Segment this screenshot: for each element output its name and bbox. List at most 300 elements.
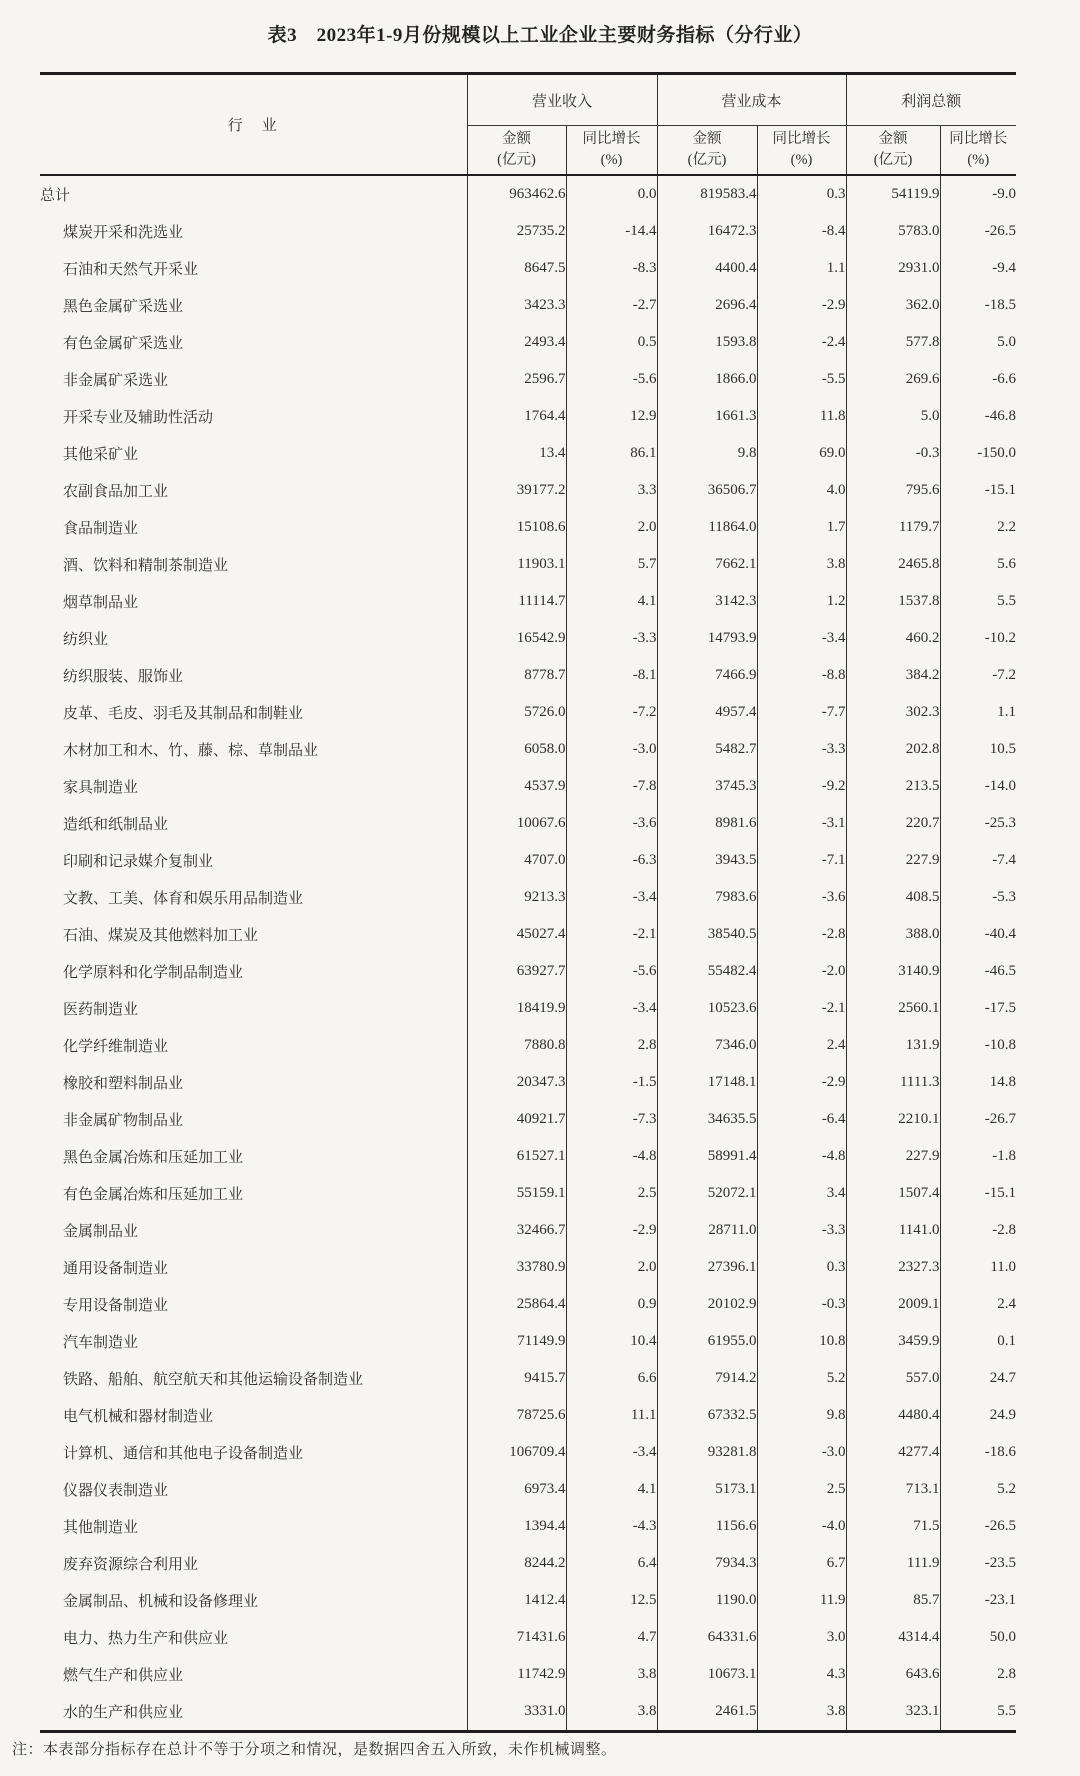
table-row <box>40 879 1016 916</box>
revenue-growth-cell: 5.7 <box>566 546 657 583</box>
profit-growth-cell: 14.8 <box>940 1064 1016 1101</box>
cost-amount-cell: 7662.1 <box>657 546 757 583</box>
revenue-amount-cell: 13.4 <box>467 435 566 472</box>
cost-growth-cell: -0.3 <box>757 1286 846 1323</box>
revenue-growth-cell: -1.5 <box>566 1064 657 1101</box>
table-row <box>40 1101 1016 1138</box>
table-row <box>40 213 1016 250</box>
industry-cell: 橡胶和塑料制品业 <box>63 1076 184 1092</box>
profit-amount-cell: 795.6 <box>846 472 940 509</box>
cost-growth-cell: -8.8 <box>757 657 846 694</box>
profit-growth-cell: 24.7 <box>940 1360 1016 1397</box>
cost-growth-cell: -3.3 <box>757 1212 846 1249</box>
revenue-amount-cell: 25735.2 <box>467 213 566 250</box>
cost-growth-cell: -2.8 <box>757 916 846 953</box>
table-row <box>40 1397 1016 1434</box>
profit-growth-cell: -7.2 <box>940 657 1016 694</box>
revenue-growth-cell: 12.9 <box>566 398 657 435</box>
revenue-amount-cell: 1764.4 <box>467 398 566 435</box>
revenue-amount-cell: 2493.4 <box>467 324 566 361</box>
revenue-amount-cell: 1412.4 <box>467 1582 566 1619</box>
group-header-row <box>40 74 1016 126</box>
profit-growth-cell: 2.2 <box>940 509 1016 546</box>
industry-cell: 金属制品业 <box>63 1224 139 1240</box>
profit-growth-cell: -9.4 <box>940 250 1016 287</box>
profit-amount-cell: 408.5 <box>846 879 940 916</box>
table-body <box>40 175 1016 1732</box>
profit-amount-cell: 557.0 <box>846 1360 940 1397</box>
cost-amount-cell: 9.8 <box>657 435 757 472</box>
profit-growth-cell: 2.8 <box>940 1656 1016 1693</box>
cost-growth-cell: 11.9 <box>757 1582 846 1619</box>
cost-amount-cell: 34635.5 <box>657 1101 757 1138</box>
cost-amount-cell: 20102.9 <box>657 1286 757 1323</box>
revenue-growth-cell: -5.6 <box>566 361 657 398</box>
cost-growth-cell: -3.6 <box>757 879 846 916</box>
industry-cell: 纺织业 <box>63 632 109 648</box>
cost-amount-cell: 2461.5 <box>657 1693 757 1732</box>
profit-growth-cell: -10.8 <box>940 1027 1016 1064</box>
cost-amount-cell: 3943.5 <box>657 842 757 879</box>
table-row <box>40 1693 1016 1732</box>
cost-growth-cell: -2.9 <box>757 1064 846 1101</box>
cost-growth-cell: -4.0 <box>757 1508 846 1545</box>
cost-growth-cell: -4.8 <box>757 1138 846 1175</box>
subheader-label-line1: 同比增长 <box>582 131 641 147</box>
cost-amount-cell: 5173.1 <box>657 1471 757 1508</box>
cost-amount-cell: 61955.0 <box>657 1323 757 1360</box>
profit-growth-cell: -2.8 <box>940 1212 1016 1249</box>
industry-cell: 文教、工美、体育和娱乐用品制造业 <box>63 891 304 907</box>
industry-cell: 化学纤维制造业 <box>63 1039 169 1055</box>
industry-cell: 化学原料和化学制品制造业 <box>63 965 244 981</box>
profit-growth-cell: -26.5 <box>940 213 1016 250</box>
revenue-amount-cell: 8778.7 <box>467 657 566 694</box>
cost-amount-cell: 58991.4 <box>657 1138 757 1175</box>
profit-amount-cell: 1537.8 <box>846 583 940 620</box>
cost-growth-cell: 3.8 <box>757 1693 846 1732</box>
cost-growth-cell: 0.3 <box>757 175 846 213</box>
profit-amount-cell: 2560.1 <box>846 990 940 1027</box>
revenue-growth-cell: -2.1 <box>566 916 657 953</box>
profit-growth-cell: 5.5 <box>940 583 1016 620</box>
cost-amount-cell: 10673.1 <box>657 1656 757 1693</box>
subheader-label-line1: 同比增长 <box>772 131 831 147</box>
revenue-amount-cell: 6973.4 <box>467 1471 566 1508</box>
cost-growth-cell: 1.1 <box>757 250 846 287</box>
page-title: 表3 2023年1-9月份规模以上工业企业主要财务指标（分行业） <box>267 25 813 46</box>
revenue-amount-cell: 11114.7 <box>467 583 566 620</box>
subheader-label-line2: (%) <box>967 152 990 168</box>
profit-growth-cell: -23.1 <box>940 1582 1016 1619</box>
revenue-growth-cell: 2.8 <box>566 1027 657 1064</box>
table-row <box>40 287 1016 324</box>
cost-growth-cell: 4.0 <box>757 472 846 509</box>
cost-amount-cell: 16472.3 <box>657 213 757 250</box>
cost-amount-cell: 7346.0 <box>657 1027 757 1064</box>
table-row <box>40 1471 1016 1508</box>
revenue-growth-cell: -3.3 <box>566 620 657 657</box>
cost-growth-cell: -8.4 <box>757 213 846 250</box>
table-row <box>40 1508 1016 1545</box>
industry-cell: 电气机械和器材制造业 <box>63 1409 214 1425</box>
profit-growth-cell: -40.4 <box>940 916 1016 953</box>
cost-amount-cell: 1190.0 <box>657 1582 757 1619</box>
table-row <box>40 842 1016 879</box>
profit-amount-cell: 384.2 <box>846 657 940 694</box>
profit-amount-cell: 5783.0 <box>846 213 940 250</box>
cost-growth-cell: -2.0 <box>757 953 846 990</box>
subheader-cost-amount <box>657 126 757 176</box>
revenue-growth-cell: -7.2 <box>566 694 657 731</box>
profit-amount-cell: 362.0 <box>846 287 940 324</box>
revenue-amount-cell: 71431.6 <box>467 1619 566 1656</box>
profit-amount-cell: 4480.4 <box>846 1397 940 1434</box>
profit-amount-cell: 4277.4 <box>846 1434 940 1471</box>
industry-cell: 食品制造业 <box>63 521 139 537</box>
cost-growth-cell: 3.0 <box>757 1619 846 1656</box>
cost-amount-cell: 67332.5 <box>657 1397 757 1434</box>
revenue-growth-cell: 3.8 <box>566 1693 657 1732</box>
revenue-growth-cell: -6.3 <box>566 842 657 879</box>
cost-amount-cell: 93281.8 <box>657 1434 757 1471</box>
cost-amount-cell: 3745.3 <box>657 768 757 805</box>
profit-growth-cell: -26.7 <box>940 1101 1016 1138</box>
revenue-growth-cell: 6.4 <box>566 1545 657 1582</box>
industry-cell: 电力、热力生产和供应业 <box>63 1631 229 1647</box>
profit-growth-cell: -15.1 <box>940 1175 1016 1212</box>
profit-amount-cell: 3459.9 <box>846 1323 940 1360</box>
profit-growth-cell: -23.5 <box>940 1545 1016 1582</box>
industry-cell: 医药制造业 <box>63 1002 139 1018</box>
revenue-growth-cell: -4.8 <box>566 1138 657 1175</box>
financial-indicators-table <box>40 72 1016 1733</box>
table-row <box>40 1286 1016 1323</box>
table-row <box>40 990 1016 1027</box>
cost-amount-cell: 11864.0 <box>657 509 757 546</box>
revenue-amount-cell: 71149.9 <box>467 1323 566 1360</box>
subheader-label-line1: 金额 <box>502 131 531 147</box>
cost-growth-cell: 2.5 <box>757 1471 846 1508</box>
cost-amount-cell: 55482.4 <box>657 953 757 990</box>
cost-amount-cell: 4957.4 <box>657 694 757 731</box>
revenue-amount-cell: 61527.1 <box>467 1138 566 1175</box>
profit-growth-cell: -25.3 <box>940 805 1016 842</box>
table-row <box>40 1545 1016 1582</box>
industry-cell: 纺织服装、服饰业 <box>63 669 184 685</box>
cost-amount-cell: 7934.3 <box>657 1545 757 1582</box>
revenue-amount-cell: 11742.9 <box>467 1656 566 1693</box>
table-row <box>40 175 1016 213</box>
revenue-growth-cell: -7.8 <box>566 768 657 805</box>
profit-amount-cell: 1179.7 <box>846 509 940 546</box>
cost-amount-cell: 7983.6 <box>657 879 757 916</box>
industry-cell: 煤炭开采和洗选业 <box>63 225 184 241</box>
revenue-amount-cell: 4707.0 <box>467 842 566 879</box>
cost-growth-cell: -3.4 <box>757 620 846 657</box>
cost-growth-cell: -7.7 <box>757 694 846 731</box>
revenue-growth-cell: 11.1 <box>566 1397 657 1434</box>
table-row <box>40 1138 1016 1175</box>
table-row <box>40 1582 1016 1619</box>
profit-growth-cell: -5.3 <box>940 879 1016 916</box>
profit-growth-cell: 11.0 <box>940 1249 1016 1286</box>
profit-amount-cell: 227.9 <box>846 1138 940 1175</box>
industry-cell: 燃气生产和供应业 <box>63 1668 184 1684</box>
col-header-industry: 行 业 <box>40 74 467 176</box>
profit-amount-cell: 85.7 <box>846 1582 940 1619</box>
profit-amount-cell: 4314.4 <box>846 1619 940 1656</box>
subheader-label-line2: (%) <box>790 152 813 168</box>
revenue-amount-cell: 16542.9 <box>467 620 566 657</box>
cost-growth-cell: 1.2 <box>757 583 846 620</box>
cost-amount-cell: 819583.4 <box>657 175 757 213</box>
cost-growth-cell: 2.4 <box>757 1027 846 1064</box>
profit-amount-cell: 71.5 <box>846 1508 940 1545</box>
profit-amount-cell: 1507.4 <box>846 1175 940 1212</box>
revenue-amount-cell: 25864.4 <box>467 1286 566 1323</box>
revenue-amount-cell: 9415.7 <box>467 1360 566 1397</box>
revenue-growth-cell: 3.8 <box>566 1656 657 1693</box>
revenue-amount-cell: 8647.5 <box>467 250 566 287</box>
profit-growth-cell: 10.5 <box>940 731 1016 768</box>
table-row <box>40 361 1016 398</box>
table-row <box>40 694 1016 731</box>
revenue-amount-cell: 3423.3 <box>467 287 566 324</box>
cost-amount-cell: 27396.1 <box>657 1249 757 1286</box>
revenue-amount-cell: 18419.9 <box>467 990 566 1027</box>
cost-growth-cell: -3.3 <box>757 731 846 768</box>
cost-amount-cell: 3142.3 <box>657 583 757 620</box>
table-row <box>40 583 1016 620</box>
revenue-growth-cell: 2.5 <box>566 1175 657 1212</box>
group-header-profit: 利润总额 <box>846 74 1016 126</box>
cost-growth-cell: 0.3 <box>757 1249 846 1286</box>
revenue-amount-cell: 2596.7 <box>467 361 566 398</box>
industry-cell: 非金属矿物制品业 <box>63 1113 184 1129</box>
cost-amount-cell: 1661.3 <box>657 398 757 435</box>
table-row <box>40 472 1016 509</box>
cost-growth-cell: -2.9 <box>757 287 846 324</box>
subheader-label-line2: (亿元) <box>873 152 913 168</box>
cost-growth-cell: -2.1 <box>757 990 846 1027</box>
industry-cell: 家具制造业 <box>63 780 139 796</box>
profit-growth-cell: -7.4 <box>940 842 1016 879</box>
cost-amount-cell: 4400.4 <box>657 250 757 287</box>
industry-cell: 木材加工和木、竹、藤、棕、草制品业 <box>63 743 319 759</box>
profit-growth-cell: -15.1 <box>940 472 1016 509</box>
subheader-label-line1: 金额 <box>878 131 908 147</box>
profit-growth-cell: -9.0 <box>940 175 1016 213</box>
profit-growth-cell: -18.5 <box>940 287 1016 324</box>
cost-amount-cell: 36506.7 <box>657 472 757 509</box>
industry-cell: 造纸和纸制品业 <box>63 817 169 833</box>
table-row <box>40 1323 1016 1360</box>
cost-amount-cell: 1156.6 <box>657 1508 757 1545</box>
revenue-growth-cell: 0.9 <box>566 1286 657 1323</box>
revenue-amount-cell: 9213.3 <box>467 879 566 916</box>
industry-cell: 黑色金属矿采选业 <box>63 299 184 315</box>
industry-cell: 铁路、船舶、航空航天和其他运输设备制造业 <box>63 1372 364 1388</box>
industry-cell: 石油和天然气开采业 <box>63 262 199 278</box>
cost-amount-cell: 8981.6 <box>657 805 757 842</box>
industry-cell: 皮革、毛皮、羽毛及其制品和制鞋业 <box>63 706 304 722</box>
revenue-growth-cell: -3.0 <box>566 731 657 768</box>
industry-cell: 金属制品、机械和设备修理业 <box>63 1594 259 1610</box>
cost-growth-cell: -5.5 <box>757 361 846 398</box>
profit-amount-cell: 111.9 <box>846 1545 940 1582</box>
profit-amount-cell: 3140.9 <box>846 953 940 990</box>
table-row <box>40 1175 1016 1212</box>
table-row <box>40 620 1016 657</box>
industry-cell: 通用设备制造业 <box>63 1261 169 1277</box>
profit-amount-cell: 131.9 <box>846 1027 940 1064</box>
cost-growth-cell: -6.4 <box>757 1101 846 1138</box>
revenue-amount-cell: 45027.4 <box>467 916 566 953</box>
profit-amount-cell: 202.8 <box>846 731 940 768</box>
revenue-amount-cell: 3331.0 <box>467 1693 566 1732</box>
cost-growth-cell: 6.7 <box>757 1545 846 1582</box>
profit-growth-cell: -18.6 <box>940 1434 1016 1471</box>
profit-growth-cell: -1.8 <box>940 1138 1016 1175</box>
profit-growth-cell: -46.8 <box>940 398 1016 435</box>
subheader-cost-growth <box>757 126 846 176</box>
industry-cell: 其他制造业 <box>63 1520 139 1536</box>
profit-growth-cell: 5.2 <box>940 1471 1016 1508</box>
table-row <box>40 953 1016 990</box>
table-row <box>40 1027 1016 1064</box>
revenue-amount-cell: 5726.0 <box>467 694 566 731</box>
revenue-amount-cell: 55159.1 <box>467 1175 566 1212</box>
table-row <box>40 1249 1016 1286</box>
profit-growth-cell: -6.6 <box>940 361 1016 398</box>
subheader-label-line1: 金额 <box>692 131 722 147</box>
revenue-growth-cell: -3.4 <box>566 990 657 1027</box>
revenue-growth-cell: 0.5 <box>566 324 657 361</box>
profit-growth-cell: -17.5 <box>940 990 1016 1027</box>
revenue-amount-cell: 4537.9 <box>467 768 566 805</box>
revenue-amount-cell: 8244.2 <box>467 1545 566 1582</box>
cost-amount-cell: 28711.0 <box>657 1212 757 1249</box>
industry-cell: 水的生产和供应业 <box>63 1705 184 1721</box>
cost-amount-cell: 64331.6 <box>657 1619 757 1656</box>
profit-amount-cell: 643.6 <box>846 1656 940 1693</box>
revenue-growth-cell: -3.6 <box>566 805 657 842</box>
cost-growth-cell: -7.1 <box>757 842 846 879</box>
profit-growth-cell: 2.4 <box>940 1286 1016 1323</box>
profit-amount-cell: 577.8 <box>846 324 940 361</box>
cost-amount-cell: 7914.2 <box>657 1360 757 1397</box>
profit-growth-cell: -150.0 <box>940 435 1016 472</box>
cost-growth-cell: 9.8 <box>757 1397 846 1434</box>
revenue-growth-cell: -14.4 <box>566 213 657 250</box>
cost-growth-cell: 10.8 <box>757 1323 846 1360</box>
cost-growth-cell: -9.2 <box>757 768 846 805</box>
profit-growth-cell: -46.5 <box>940 953 1016 990</box>
table-row <box>40 805 1016 842</box>
revenue-amount-cell: 78725.6 <box>467 1397 566 1434</box>
cost-amount-cell: 14793.9 <box>657 620 757 657</box>
revenue-growth-cell: -7.3 <box>566 1101 657 1138</box>
revenue-amount-cell: 11903.1 <box>467 546 566 583</box>
revenue-growth-cell: -3.4 <box>566 1434 657 1471</box>
revenue-amount-cell: 33780.9 <box>467 1249 566 1286</box>
profit-growth-cell: -14.0 <box>940 768 1016 805</box>
profit-amount-cell: 302.3 <box>846 694 940 731</box>
revenue-amount-cell: 15108.6 <box>467 509 566 546</box>
industry-cell: 黑色金属冶炼和压延加工业 <box>63 1150 244 1166</box>
revenue-growth-cell: -3.4 <box>566 879 657 916</box>
profit-amount-cell: 1111.3 <box>846 1064 940 1101</box>
table-container <box>40 72 1016 1733</box>
revenue-growth-cell: 2.0 <box>566 509 657 546</box>
industry-cell: 开采专业及辅助性活动 <box>63 410 214 426</box>
industry-cell: 酒、饮料和精制茶制造业 <box>63 558 229 574</box>
industry-cell: 废弃资源综合利用业 <box>63 1557 199 1573</box>
revenue-growth-cell: 12.5 <box>566 1582 657 1619</box>
table-row <box>40 398 1016 435</box>
revenue-growth-cell: -5.6 <box>566 953 657 990</box>
revenue-amount-cell: 963462.6 <box>467 175 566 213</box>
cost-amount-cell: 1593.8 <box>657 324 757 361</box>
profit-amount-cell: 5.0 <box>846 398 940 435</box>
cost-amount-cell: 10523.6 <box>657 990 757 1027</box>
industry-cell: 计算机、通信和其他电子设备制造业 <box>63 1446 304 1462</box>
industry-cell: 非金属矿采选业 <box>63 373 169 389</box>
profit-growth-cell: 0.1 <box>940 1323 1016 1360</box>
table-row <box>40 1434 1016 1471</box>
table-row <box>40 768 1016 805</box>
profit-amount-cell: 2931.0 <box>846 250 940 287</box>
cost-amount-cell: 38540.5 <box>657 916 757 953</box>
group-header-cost: 营业成本 <box>657 74 846 126</box>
profit-amount-cell: 2465.8 <box>846 546 940 583</box>
revenue-growth-cell: 4.1 <box>566 1471 657 1508</box>
table-header <box>40 74 1016 176</box>
profit-amount-cell: 213.5 <box>846 768 940 805</box>
industry-cell: 石油、煤炭及其他燃料加工业 <box>63 928 259 944</box>
cost-amount-cell: 2696.4 <box>657 287 757 324</box>
profit-growth-cell: 24.9 <box>940 1397 1016 1434</box>
table-row <box>40 435 1016 472</box>
profit-growth-cell: 5.5 <box>940 1693 1016 1732</box>
profit-amount-cell: 54119.9 <box>846 175 940 213</box>
revenue-growth-cell: 4.1 <box>566 583 657 620</box>
revenue-growth-cell: -8.1 <box>566 657 657 694</box>
revenue-amount-cell: 40921.7 <box>467 1101 566 1138</box>
cost-growth-cell: 3.4 <box>757 1175 846 1212</box>
revenue-amount-cell: 32466.7 <box>467 1212 566 1249</box>
industry-cell: 有色金属冶炼和压延加工业 <box>63 1187 244 1203</box>
profit-amount-cell: 227.9 <box>846 842 940 879</box>
subheader-label-line2: (亿元) <box>497 152 536 168</box>
revenue-growth-cell: 4.7 <box>566 1619 657 1656</box>
table-row <box>40 1064 1016 1101</box>
table-row <box>40 509 1016 546</box>
table-row <box>40 250 1016 287</box>
profit-amount-cell: 220.7 <box>846 805 940 842</box>
industry-cell: 汽车制造业 <box>63 1335 139 1351</box>
cost-amount-cell: 17148.1 <box>657 1064 757 1101</box>
revenue-amount-cell: 106709.4 <box>467 1434 566 1471</box>
cost-growth-cell: -3.1 <box>757 805 846 842</box>
industry-cell: 烟草制品业 <box>63 595 139 611</box>
cost-growth-cell: -2.4 <box>757 324 846 361</box>
cost-amount-cell: 1866.0 <box>657 361 757 398</box>
profit-growth-cell: -10.2 <box>940 620 1016 657</box>
cost-growth-cell: 5.2 <box>757 1360 846 1397</box>
profit-growth-cell: 5.0 <box>940 324 1016 361</box>
